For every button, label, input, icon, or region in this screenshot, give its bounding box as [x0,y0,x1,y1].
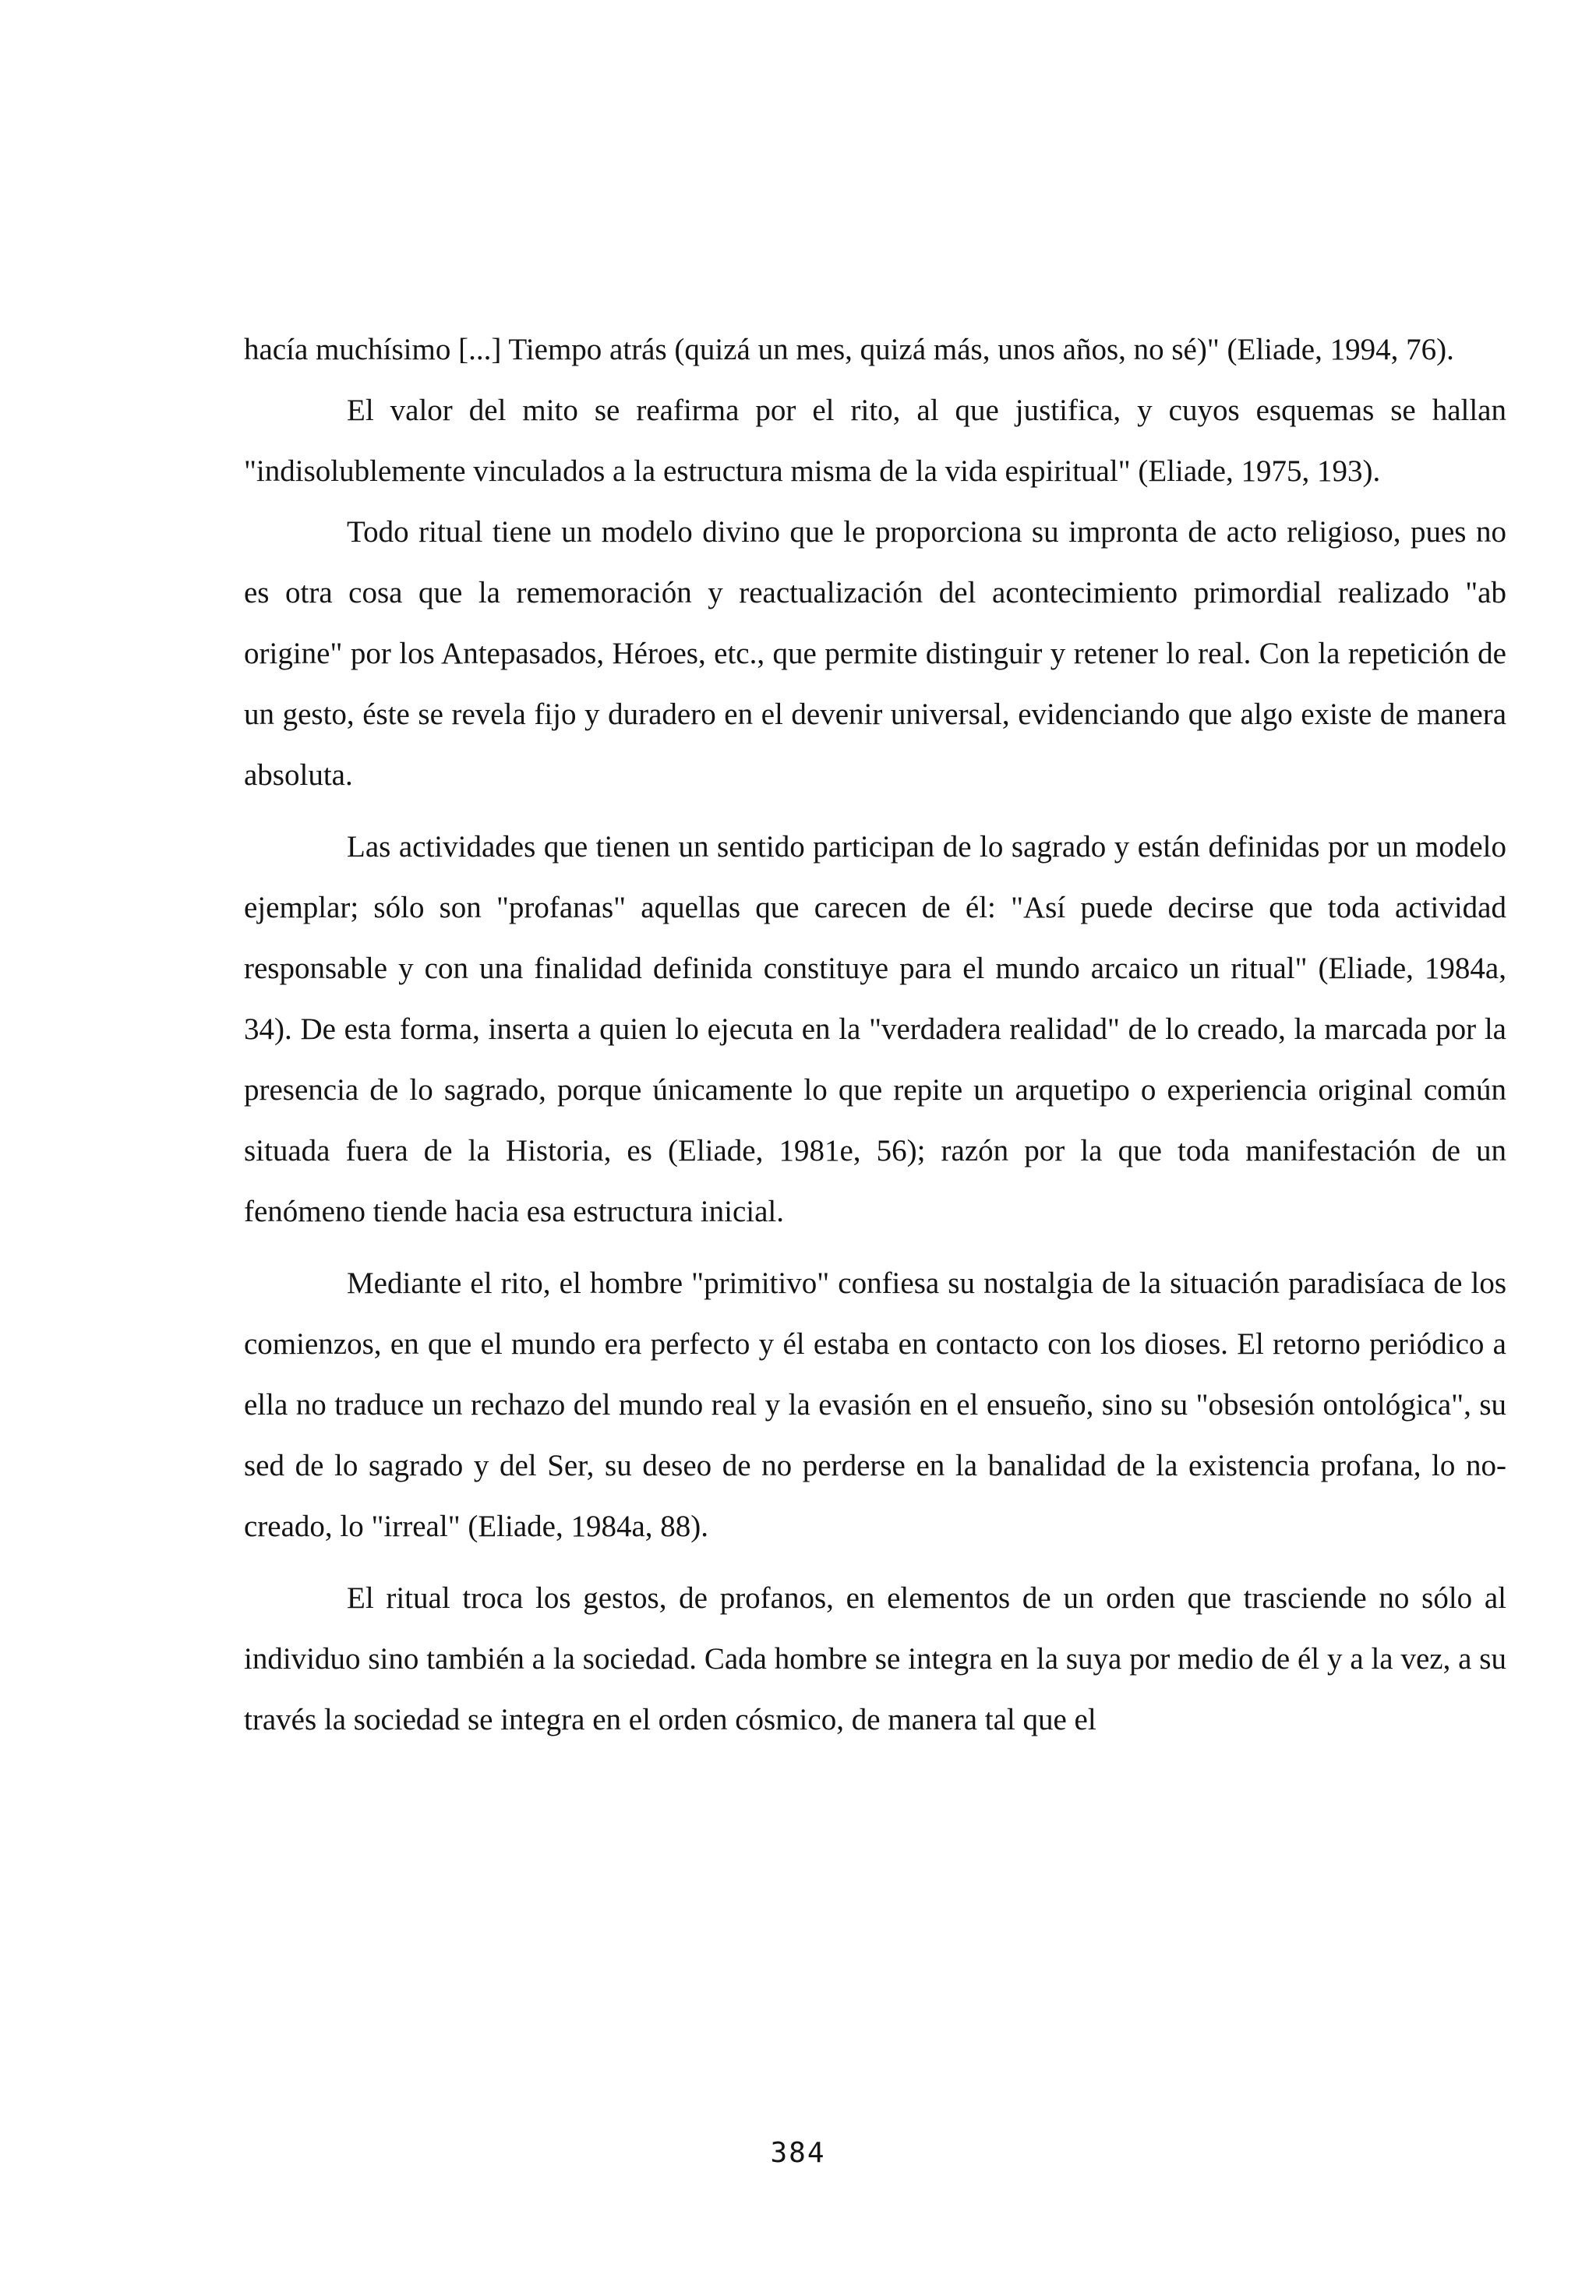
paragraph: El ritual troca los gestos, de profanos, en elementos de un orden que trasciende no sólo al individuo sino también a la sociedad. Cada hombre se integra en la suya por medio de él y a la vez, a su través la sociedad se integra en el orden cósmico, de manera tal que el [244,1581,1506,1736]
paragraph: Mediante el rito, el hombre "primitivo" confiesa su nostalgia de la situación paradisíaca de los comienzos, en que el mundo era perfecto y él estaba en contacto con los dioses. El retorno periódico a ella no traduce un rechazo del mundo real y la evasión en el ensueño, sino su "obsesión ontológica", su sed de lo sagrado y del Ser, su deseo de no perderse en la banalidad de la existencia profana, lo no-creado, lo "irreal" (Eliade, 1984a, 88). [244,1266,1506,1543]
body-text [244,320,1506,1750]
paragraph: Las actividades que tienen un sentido participan de lo sagrado y están definidas por un modelo ejemplar; sólo son "profanas" aquellas que carecen de él: "Así puede decirse que toda actividad responsable y con una finalidad definida constituye para el mundo arcaico un ritual" (Eliade, 1984a, 34). De esta forma, inserta a quien lo ejecuta en la "verdadera realidad" de lo creado, la marcada por la presencia de lo sagrado, porque únicamente lo que repite un arquetipo o experiencia original común situada fuera de la Historia, es (Eliade, 1981e, 56); razón por la que toda manifestación de un fenómeno tiende hacia esa estructura inicial. [244,830,1506,1228]
paragraph: Todo ritual tiene un modelo divino que le proporciona su impronta de acto religioso, pues no es otra cosa que la rememoración y reactualización del acontecimiento primordial realizado "ab origine" por los Antepasados, Héroes, etc., que permite distinguir y retener lo real. Con la repetición de un gesto, éste se revela fijo y duradero en el devenir universal, evidenciando que algo existe de manera absoluta. [244,515,1506,792]
paragraph-continuation: hacía muchísimo [...] Tiempo atrás (quizá un mes, quizá más, unos años, no sé)" (Eliade, 1994, 76). [244,333,1454,366]
page-number: 384 [770,2137,826,2169]
paragraph: El valor del mito se reafirma por el rito, al que justifica, y cuyos esquemas se hallan "indisolublemente vinculados a la estructura misma de la vida espiritual" (Eliade, 1975, 193). [244,394,1506,488]
